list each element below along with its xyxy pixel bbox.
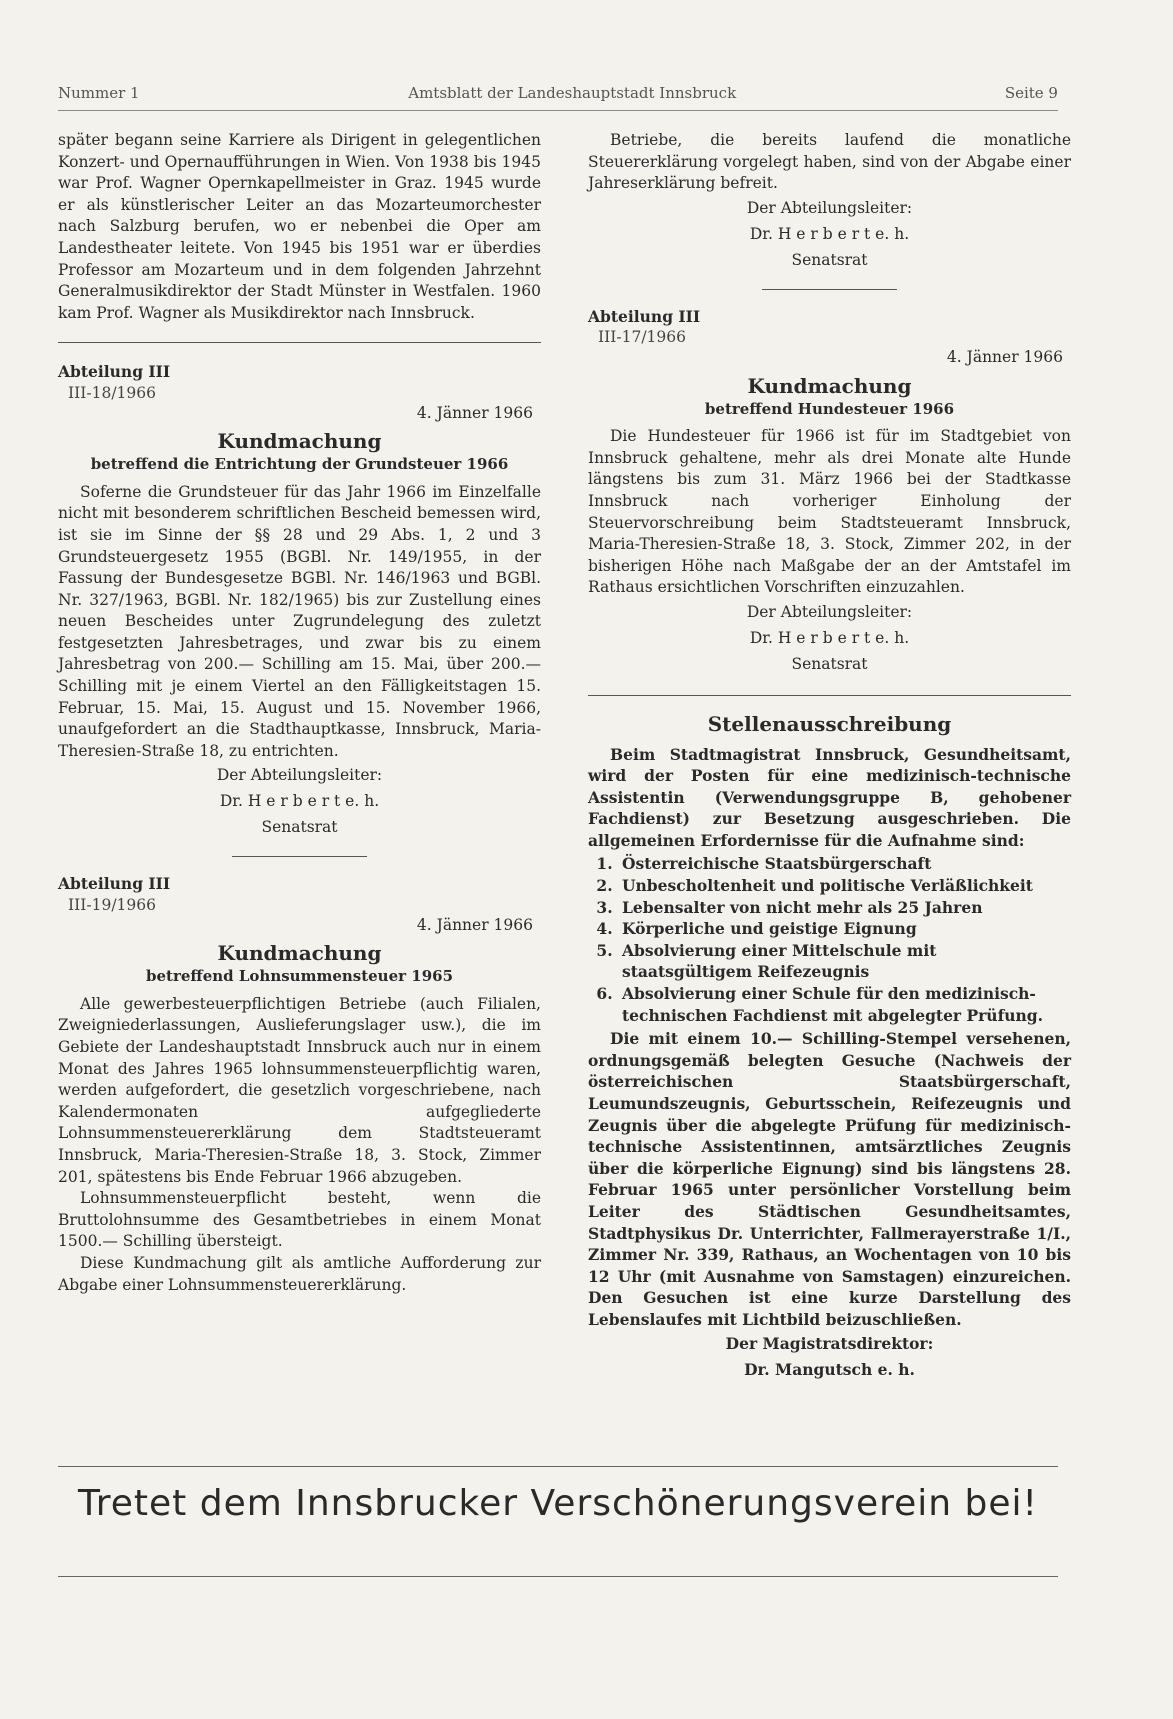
job-posting — [588, 711, 1071, 1383]
list-item: 1. Österreichische Staatsbürgerschaft — [618, 853, 1071, 875]
notice-body: Alle gewerbesteuerpflichtigen Betriebe (auch Filialen, Zweigniederlassungen, Auslieferungslager usw.), die im Gebiete der Landeshauptstadt Innsbruck auch nur in einem Monat des Jahres 1965 lohnsummensteuerpflichtig waren, werden aufgefordert, die gesetzlich vorgeschriebene, nach Kalendermonaten aufgegliederte Lohnsummensteuererklärung dem Stadtsteueramt Innsbruck, Maria-Theresien-Straße 18, 3. Stock, Zimmer 201, spätestens bis Ende Februar 1966 abzugeben. — [58, 994, 541, 1186]
left-column — [58, 130, 541, 1296]
notice-body: Soferne die Grundsteuer für das Jahr 1966 im Einzelfalle nicht mit besonderem schriftlichen Bescheid bemessen wird, ist sie im Sinne der §§ 28 und 29 Abs. 1, 2 und 3 Grundsteuergesetz 1955 (BGBl. Nr. 149/1955, in der Fassung der Bundesgesetze BGBl. Nr. 146/1963 und BGBl. Nr. 327/1963, BGBl. Nr. 182/1965) bis zur Zustellung eines neuen Bescheides unter Zugrundelegung des zuletzt festgesetzten Jahresbetrages, und zwar bis zu einem Jahresbetrag von 200.— Schilling am 15. Mai, über 200.— Schilling mit je einem Viertel an den Fälligkeitstagen 15. Februar, 15. Mai, 15. August und 15. November 1966, unaufgefordert an die Stadthauptkasse, Innsbruck, Maria-Theresien-Straße 18, zu entrichten. — [58, 482, 541, 760]
signature-name: Dr. H e r b e r t e. h. — [749, 224, 910, 243]
notice-body: Lohnsummensteuerpflicht besteht, wenn die Bruttolohnsumme des Gesamtbetriebes in einem Monat 1500.— Schilling übersteigt. — [58, 1189, 541, 1251]
job-intro: Beim Stadtmagistrat Innsbruck, Gesundheitsamt, wird der Posten für eine medizinisch-technische Assistentin (Verwendungsgruppe B, gehobener Fachdienst) zur Besetzung ausgeschrieben. Die allgemeinen Erfordernisse für die Aufnahme sind: — [588, 744, 1071, 850]
department-label: Abteilung III — [58, 874, 171, 894]
signature-block — [588, 1331, 1071, 1383]
notice-title: Kundmachung — [217, 941, 382, 966]
signature-block — [58, 762, 541, 840]
footer-divider-bottom — [58, 1576, 1058, 1577]
right-column — [588, 130, 1071, 1383]
footer-slogan: Tretet dem Innsbrucker Verschönerungsverein bei! — [78, 1483, 1038, 1524]
list-item: 2. Unbescholtenheit und politische Verläßlichkeit — [618, 875, 1071, 897]
file-number: III-19/1966 — [68, 896, 156, 915]
page-header — [58, 84, 1058, 102]
department-label: Abteilung III — [588, 306, 701, 326]
signature-role: Der Abteilungsleiter: — [216, 766, 383, 785]
intro-paragraph: Betriebe, die bereits laufend die monatliche Steuererklärung vorgelegt haben, sind von der Abgabe einer Jahreserklärung befreit. — [588, 131, 1071, 193]
signature-name: Dr. H e r b e r t e. h. — [749, 628, 910, 647]
section-divider — [588, 695, 1071, 696]
requirements-list — [588, 853, 1071, 1026]
signature-title: Senatsrat — [791, 250, 868, 269]
header-divider — [58, 110, 1058, 111]
section-divider — [232, 856, 367, 857]
signature-name: Dr. H e r b e r t e. h. — [219, 792, 380, 811]
notice-hundesteuer — [588, 306, 1071, 677]
signature-title: Senatsrat — [791, 654, 868, 673]
notice-body: Die Hundesteuer für 1966 ist für im Stadtgebiet von Innsbruck gehaltene, mehr als drei Monate alte Hunde längstens bis zum 31. März 1966 bei der Stadtkasse Innsbruck nach vorheriger Einholung der Steuervorschreibung beim Stadtsteueramt Innsbruck, Maria-Theresien-Straße 18, 3. Stock, Zimmer 202, in der bisherigen Höhe nach Maßgabe der an der Amtstafel im Rathaus ersichtlichen Vorschriften einzuzahlen. — [588, 427, 1071, 597]
notice-date: 4. Jänner 1966 — [416, 915, 533, 934]
notice-subject: betreffend Lohnsummensteuer 1965 — [145, 967, 454, 986]
signature-block — [588, 195, 1071, 273]
notice-lohnsummensteuer — [58, 873, 541, 1296]
section-divider — [58, 342, 541, 343]
list-item: 6. Absolvierung einer Schule für den medizinisch-technischen Fachdienst mit abgelegter Prüfung. — [618, 983, 1071, 1026]
signature-role: Der Abteilungsleiter: — [746, 602, 913, 621]
notice-grundsteuer — [58, 361, 541, 840]
notice-date: 4. Jänner 1966 — [946, 347, 1063, 366]
file-number: III-17/1966 — [598, 328, 686, 347]
job-title: Stellenausschreibung — [707, 711, 952, 736]
notice-subject: betreffend die Entrichtung der Grundsteuer 1966 — [90, 455, 509, 474]
signature-title: Senatsrat — [261, 818, 338, 837]
signature-block — [588, 599, 1071, 677]
signature-name: Dr. Mangutsch e. h. — [744, 1359, 915, 1379]
notice-title: Kundmachung — [217, 429, 382, 454]
intro-paragraph: später begann seine Karriere als Dirigent in gelegentlichen Konzert- und Opernaufführungen in Wien. Von 1938 bis 1945 war Prof. Wagner Opernkapellmeister in Graz. 1945 wurde er als künstlerischer Leiter an das Mozarteumorchester nach Salzburg berufen, wo er nebenbei die Oper am Landestheater leitete. Von 1945 bis 1951 war er überdies Professor am Mozarteum und in dem folgenden Jahrzehnt Generalmusikdirektor der Stadt Münster in Westfalen. 1960 kam Prof. Wagner als Musikdirektor nach Innsbruck. — [58, 131, 541, 322]
signature-role: Der Abteilungsleiter: — [746, 198, 913, 217]
notice-body: Diese Kundmachung gilt als amtliche Aufforderung zur Abgabe einer Lohnsummensteuererklärung. — [58, 1253, 541, 1294]
notice-subject: betreffend Hundesteuer 1966 — [704, 399, 955, 418]
job-body: Die mit einem 10.— Schilling-Stempel versehenen, ordnungsgemäß belegten Gesuche (Nachweis der österreichischen Staatsbürgerschaft, Leumundszeugnis, Geburtsschein, Reifezeugnis und Zeugnis über die abgelegte Prüfung für medizinisch-technische Assistentinnen, amtsärztliches Zeugnis über die körperliche Eignung) sind bis längstens 28. Februar 1965 unter persönlicher Vorstellung beim Leiter des Städtischen Gesundheitsamtes, Stadtphysikus Dr. Unterrichter, Fallmerayerstraße 1/I., Zimmer Nr. 339, Rathaus, an Wochentagen von 10 bis 12 Uhr (mit Ausnahme von Samstagen) einzureichen. Den Gesuchen ist eine kurze Darstellung des Lebenslaufes mit Lichtbild beizuschließen. — [588, 1029, 1071, 1329]
notice-title: Kundmachung — [747, 373, 912, 398]
issue-number: Nummer 1 — [58, 84, 140, 102]
page-number: Seite 9 — [1004, 84, 1058, 102]
publication-title: Amtsblatt der Landeshauptstadt Innsbruck — [408, 84, 737, 102]
section-divider — [762, 289, 897, 290]
signature-role: Der Magistratsdirektor: — [725, 1333, 934, 1353]
footer-divider-top — [58, 1466, 1058, 1467]
department-label: Abteilung III — [58, 362, 171, 382]
file-number: III-18/1966 — [68, 383, 156, 402]
notice-date: 4. Jänner 1966 — [416, 403, 533, 422]
list-item: 4. Körperliche und geistige Eignung — [618, 918, 1071, 940]
list-item: 3. Lebensalter von nicht mehr als 25 Jahren — [618, 897, 1071, 919]
list-item: 5. Absolvierung einer Mittelschule mit staatsgültigem Reifezeugnis — [618, 940, 1071, 983]
